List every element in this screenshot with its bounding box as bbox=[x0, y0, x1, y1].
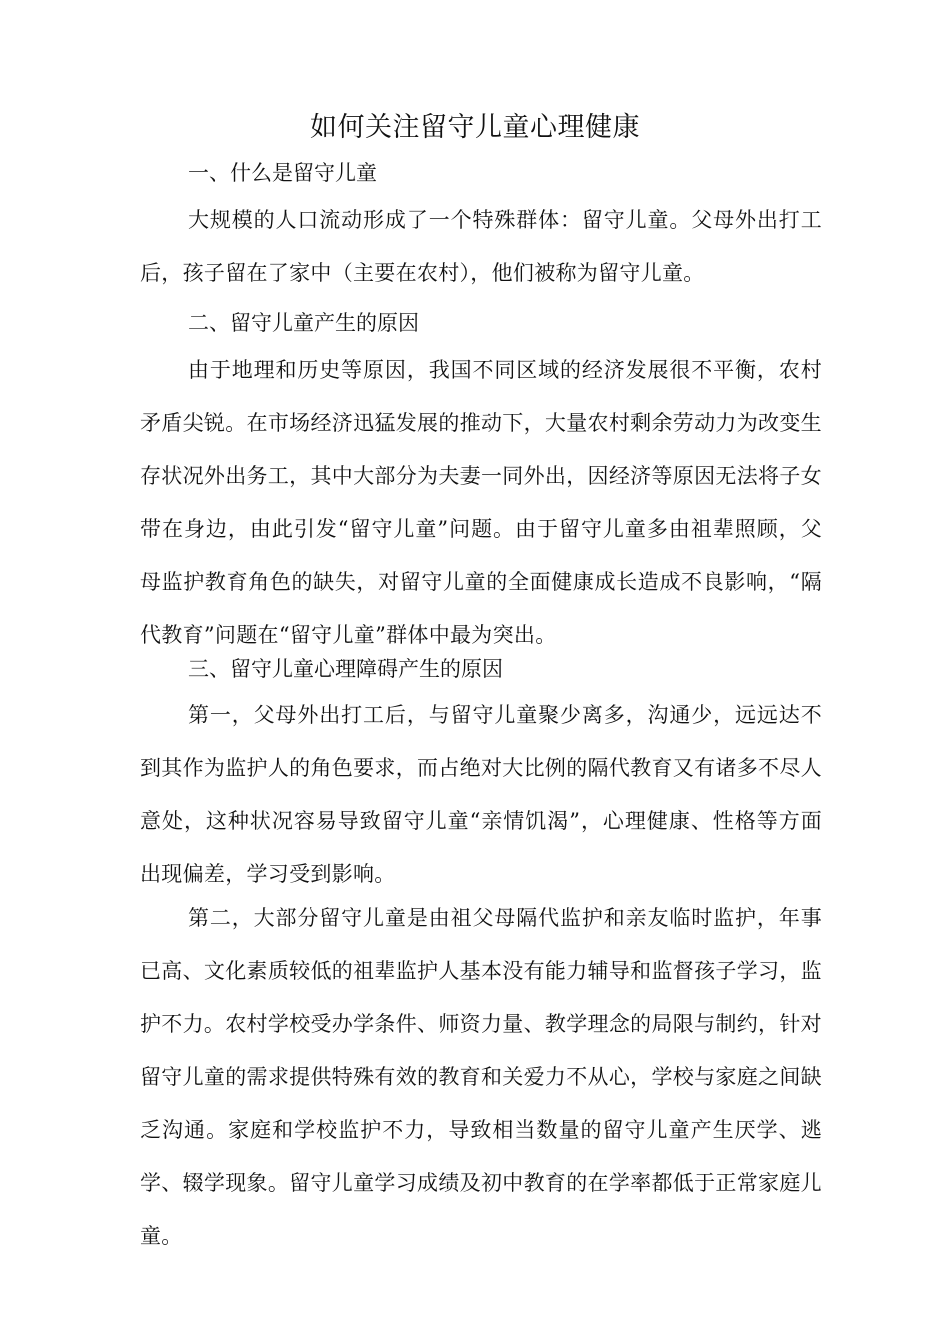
document-title: 如何关注留守儿童心理健康 bbox=[310, 112, 640, 143]
section-2-heading: 二、留守儿童产生的原因 bbox=[188, 311, 419, 335]
section-1-paragraph-1: 大规模的人口流动形成了一个特殊群体：留守儿童。父母外出打工后，孩子留在了家中（主要在农村），他们被称为留守儿童。 bbox=[140, 208, 822, 285]
section-2-paragraph-1: 由于地理和历史等原因，我国不同区域的经济发展很不平衡，农村矛盾尖锐。在市场经济迅猛发展的推动下，大量农村剩余劳动力为改变生存状况外出务工，其中大部分为夫妻一同外出，因经济等原因无法将子女带在身边，由此引发“留守儿童”问题。由于留守儿童多由祖辈照顾，父母监护教育角色的缺失，对留守儿童的全面健康成长造成不良影响，“隔代教育”问题在“留守儿童”群体中最为突出。 bbox=[140, 358, 822, 647]
section-3-heading: 三、留守儿童心理障碍产生的原因 bbox=[188, 657, 503, 681]
section-1-heading: 一、什么是留守儿童 bbox=[188, 161, 377, 185]
section-3-paragraph-2: 第二，大部分留守儿童是由祖父母隔代监护和亲友临时监护，年事已高、文化素质较低的祖辈监护人基本没有能力辅导和监督孩子学习，监护不力。农村学校受办学条件、师资力量、教学理念的局限与制约，针对留守儿童的需求提供特殊有效的教育和关爱力不从心，学校与家庭之间缺乏沟通。家庭和学校监护不力，导致相当数量的留守儿童产生厌学、逃学、辍学现象。留守儿童学习成绩及初中教育的在学率都低于正常家庭儿童。 bbox=[140, 906, 822, 1248]
section-3-paragraph-1: 第一，父母外出打工后，与留守儿童聚少离多，沟通少，远远达不到其作为监护人的角色要求，而占绝对大比例的隔代教育又有诸多不尽人意处，这种状况容易导致留守儿童“亲情饥渴”，心理健康、性格等方面出现偏差，学习受到影响。 bbox=[140, 703, 822, 886]
